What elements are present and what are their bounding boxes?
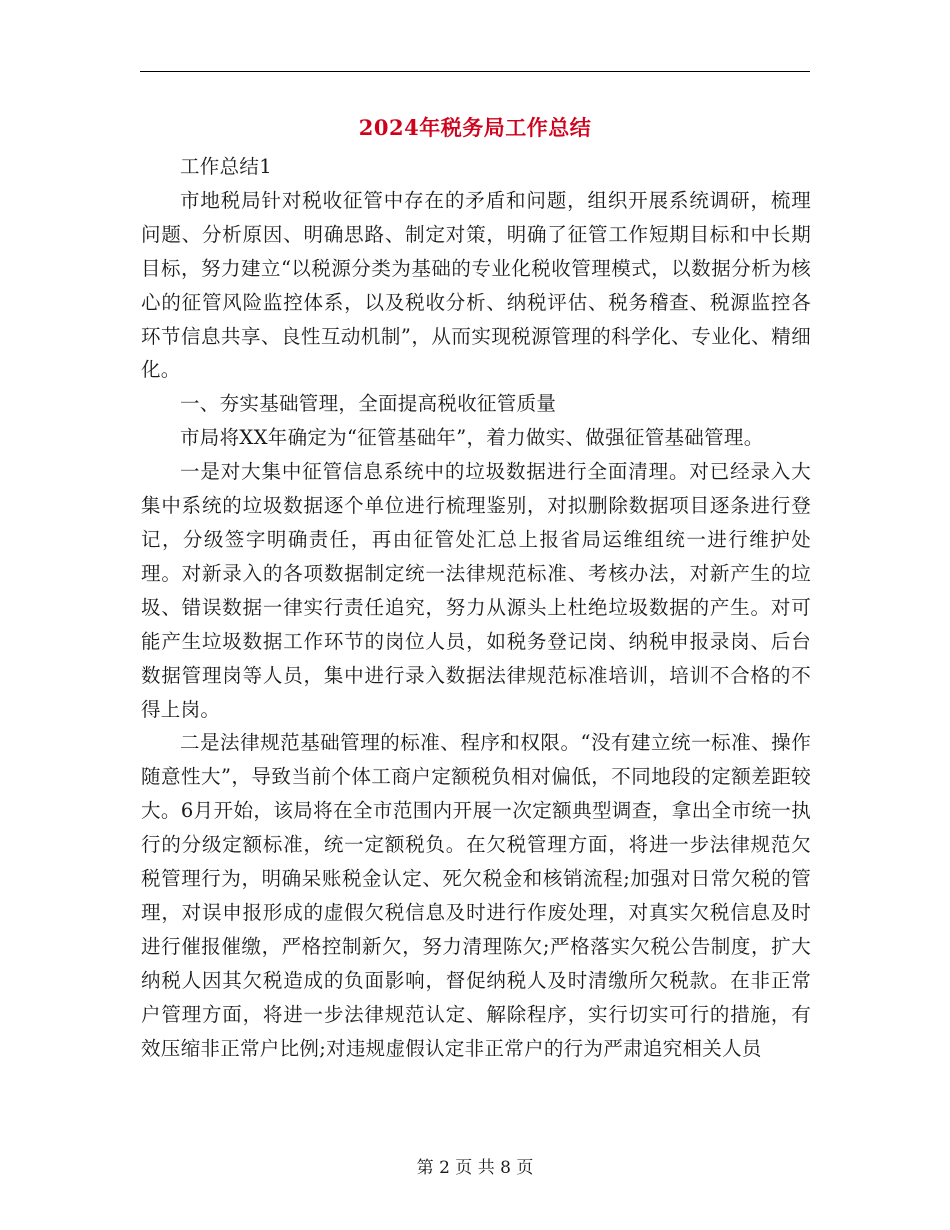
paragraph-data-cleanup: 一是对大集中征管信息系统中的垃圾数据进行全面清理。对已经录入大集中系统的垃圾数据逐个单位进行梳理鉴别，对拟删除数据项目逐条进行登记，分级签字明确责任，再由征管处汇总上报省局运维组统一进行维护处理。对新录入的各项数据制定统一法律规范标准、考核办法，对新产生的垃圾、错误数据一律实行责任追究，努力从源头上杜绝垃圾数据的产生。对可能产生垃圾数据工作环节的岗位人员，如税务登记岗、纳税申报录岗、后台数据管理岗等人员，集中进行录入数据法律规范标准培训，培训不合格的不得上岗。: [141, 460, 811, 721]
document-body: [141, 150, 811, 1065]
header-rule: [140, 71, 810, 72]
paragraph-heading-one: 一、夯实基础管理，全面提高税收征管质量: [180, 392, 557, 416]
paragraph-standards: 二是法律规范基础管理的标准、程序和权限。“没有建立统一标准、操作随意性大”，导致当前个体工商户定额税负相对偏低，不同地段的定额差距较大。6月开始，该局将在全市范围内开展一次定额典型调查，拿出全市统一执行的分级定额标准，统一定额税负。在欠税管理方面，将进一步法律规范欠税管理行为，明确呆账税金认定、死欠税金和核销流程;加强对日常欠税的管理，对误申报形成的虚假欠税信息及时进行作废处理，对真实欠税信息及时进行催报催缴，严格控制新欠，努力清理陈欠;严格落实欠税公告制度，扩大纳税人因其欠税造成的负面影响，督促纳税人及时清缴所欠税款。在非正常户管理方面，将进一步法律规范认定、解除程序，实行切实可行的措施，有效压缩非正常户比例;对违规虚假认定非正常户的行为严肃追究相关人员: [141, 731, 811, 1060]
paragraph-foundation-year: 市局将XX年确定为“征管基础年”，着力做实、做强征管基础管理。: [180, 426, 764, 450]
page-number-footer: [0, 1153, 950, 1178]
paragraph-section-label: 工作总结1: [180, 155, 272, 178]
document-title: 2024年税务局工作总结: [358, 115, 592, 140]
paragraph-intro: 市地税局针对税收征管中存在的矛盾和问题，组织开展系统调研，梳理问题、分析原因、明确思路、制定对策，明确了征管工作短期目标和中长期目标，努力建立“以税源分类为基础的专业化税收管理模式，以数据分析为核心的征管风险监控体系，以及税收分析、纳税评估、税务稽查、税源监控各环节信息共享、良性互动机制”，从而实现税源管理的科学化、专业化、精细化。: [141, 188, 811, 382]
page-number-label: 第 2 页 共 8 页: [416, 1158, 534, 1178]
